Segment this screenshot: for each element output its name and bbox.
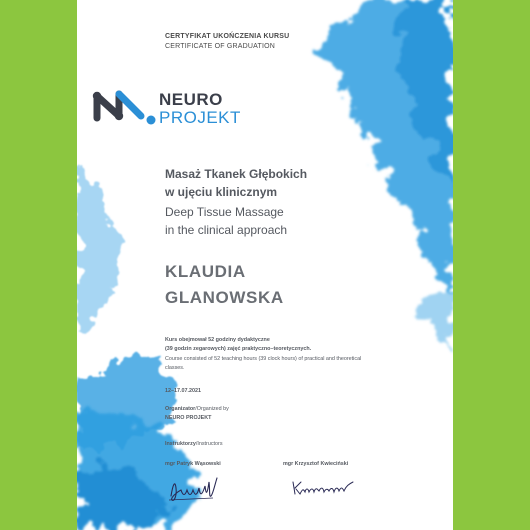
recipient-last-name: GLANOWSKA bbox=[165, 288, 284, 307]
instructors-label-en: /Instructors bbox=[195, 441, 223, 447]
course-title-en-line2: in the clinical approach bbox=[165, 223, 288, 237]
certificate-content bbox=[77, 0, 453, 530]
signature-1-icon bbox=[165, 474, 225, 504]
certificate-heading-pl: CERTYFIKAT UKOŃCZENIA KURSU bbox=[165, 33, 290, 40]
course-title-en-line1: Deep Tissue Massage bbox=[165, 205, 284, 219]
neuro-projekt-logo-icon bbox=[89, 86, 159, 126]
organizer-label bbox=[165, 406, 229, 412]
instructor-name-1: mgr Patryk Wąsowski bbox=[165, 461, 221, 467]
description-en-line1: Course consisted of 52 teaching hours (39 clock hours) of practical and theoretical bbox=[165, 356, 362, 362]
brand-name-line2: PROJEKT bbox=[159, 108, 241, 127]
certificate-paper bbox=[77, 0, 453, 530]
organizer-label-en: /Organized by bbox=[195, 406, 229, 412]
signature-2-icon bbox=[289, 478, 359, 498]
recipient-first-name: KLAUDIA bbox=[165, 262, 246, 281]
description-pl-line1: Kurs obejmował 52 godziny dydaktyczne bbox=[165, 337, 270, 343]
course-title-pl-line2: w ujęciu klinicznym bbox=[165, 185, 278, 199]
instructor-name-2: mgr Krzysztof Kwieciński bbox=[283, 461, 349, 467]
description-pl-line2: (39 godzin zegarowych) zajęć praktyczno–teoretycznych. bbox=[165, 346, 312, 352]
instructors-label-pl: Instruktorzy bbox=[165, 441, 196, 447]
course-dates: 12–17.07.2021 bbox=[165, 388, 201, 394]
brand-name-line1: NEURO bbox=[159, 90, 223, 109]
course-title-pl-line1: Masaż Tkanek Głębokich bbox=[165, 167, 308, 181]
description-en-line2: classes. bbox=[165, 365, 185, 371]
organizer-name: NEURO PROJEKT bbox=[165, 415, 212, 421]
organizer-label-pl: Organizator bbox=[165, 406, 196, 412]
certificate-heading-en: CERTIFICATE OF GRADUATION bbox=[165, 43, 276, 50]
instructors-label bbox=[165, 441, 223, 447]
